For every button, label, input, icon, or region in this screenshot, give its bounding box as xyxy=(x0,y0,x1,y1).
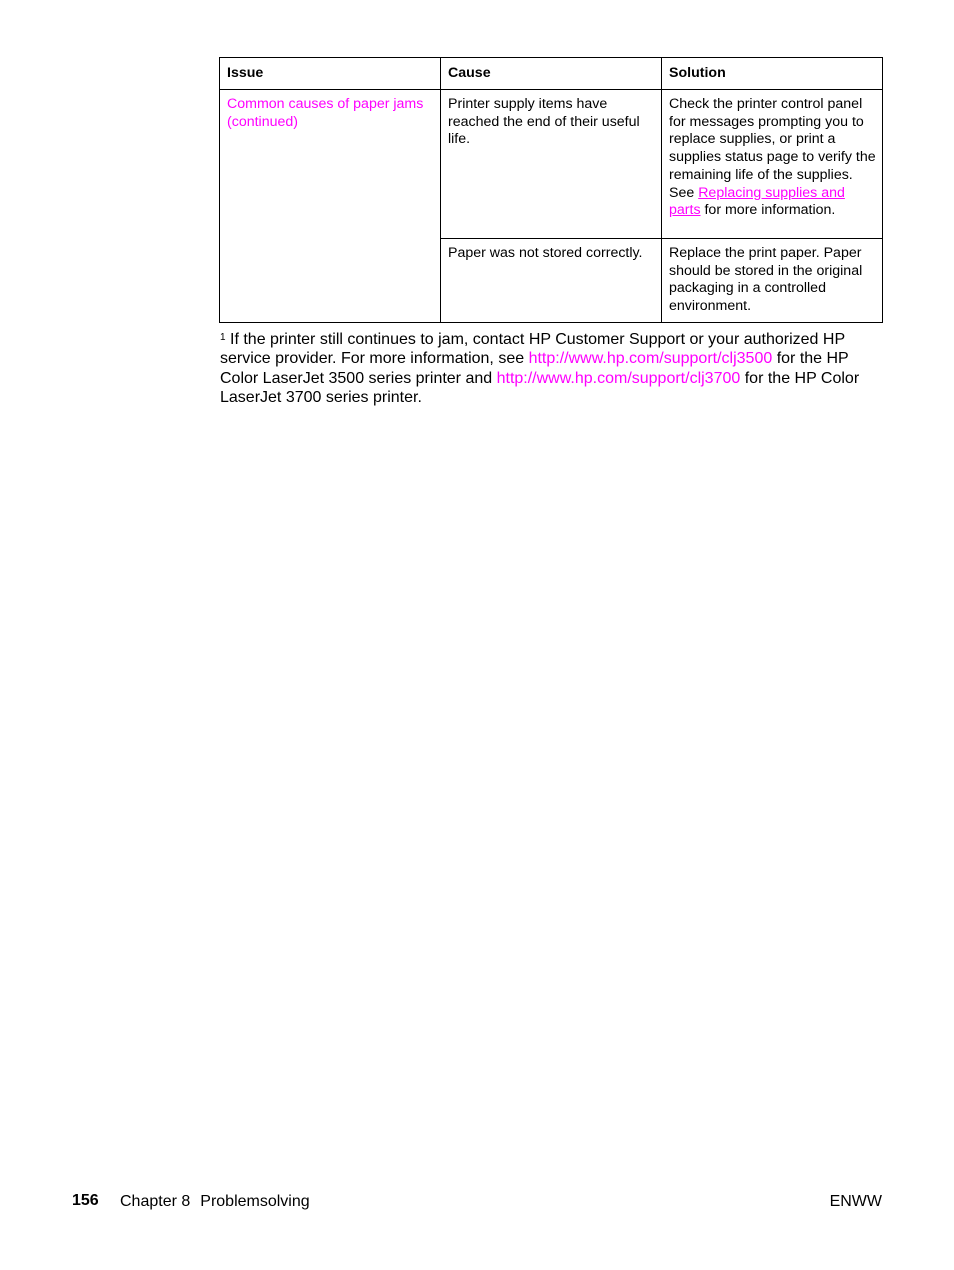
table-footnote xyxy=(220,330,880,407)
chapter-label xyxy=(120,1192,310,1212)
clj3500-link[interactable]: http://www.hp.com/support/clj3500 xyxy=(528,350,773,368)
table-header-row xyxy=(220,58,883,90)
footnote-text: for the HP Color LaserJet 3500 series printer and xyxy=(220,350,849,387)
chapter-number: Chapter 8 xyxy=(120,1193,191,1210)
solution-cell xyxy=(662,90,883,239)
solution-text: Check the printer control panel for messages prompting you to replace supplies, or print a supplies status page to verify the remaining life of the supplies. See xyxy=(669,96,876,201)
header-cause: Cause xyxy=(441,58,662,90)
replacing-supplies-link[interactable]: Replacing supplies and parts xyxy=(669,184,845,219)
footnote-text: for the HP Color LaserJet 3700 series printer. xyxy=(220,369,860,406)
issue-link[interactable]: Common causes of paper jams (continued) xyxy=(227,96,424,130)
troubleshooting-table xyxy=(219,57,883,323)
chapter-title: Problemsolving xyxy=(200,1193,310,1210)
footer-right-label: ENWW xyxy=(829,1193,882,1210)
solution-cell: Replace the print paper. Paper should be stored in the original packaging in a controlled environment. xyxy=(662,239,883,323)
cause-cell: Printer supply items have reached the end of their useful life. xyxy=(441,90,662,239)
clj3700-link[interactable]: http://www.hp.com/support/clj3700 xyxy=(496,369,741,387)
issue-cell xyxy=(220,90,441,323)
header-solution: Solution xyxy=(662,58,883,90)
table-row xyxy=(220,90,883,239)
cause-cell: Paper was not stored correctly. xyxy=(441,239,662,323)
page-number: 156 xyxy=(72,1192,99,1209)
header-issue: Issue xyxy=(220,58,441,90)
footnote-marker: 1 xyxy=(220,332,226,343)
footnote-text: If the printer still continues to jam, contact HP Customer Support or your authorized HP service provider. For more information, see xyxy=(220,331,845,368)
solution-text-after: for more information. xyxy=(700,202,836,219)
